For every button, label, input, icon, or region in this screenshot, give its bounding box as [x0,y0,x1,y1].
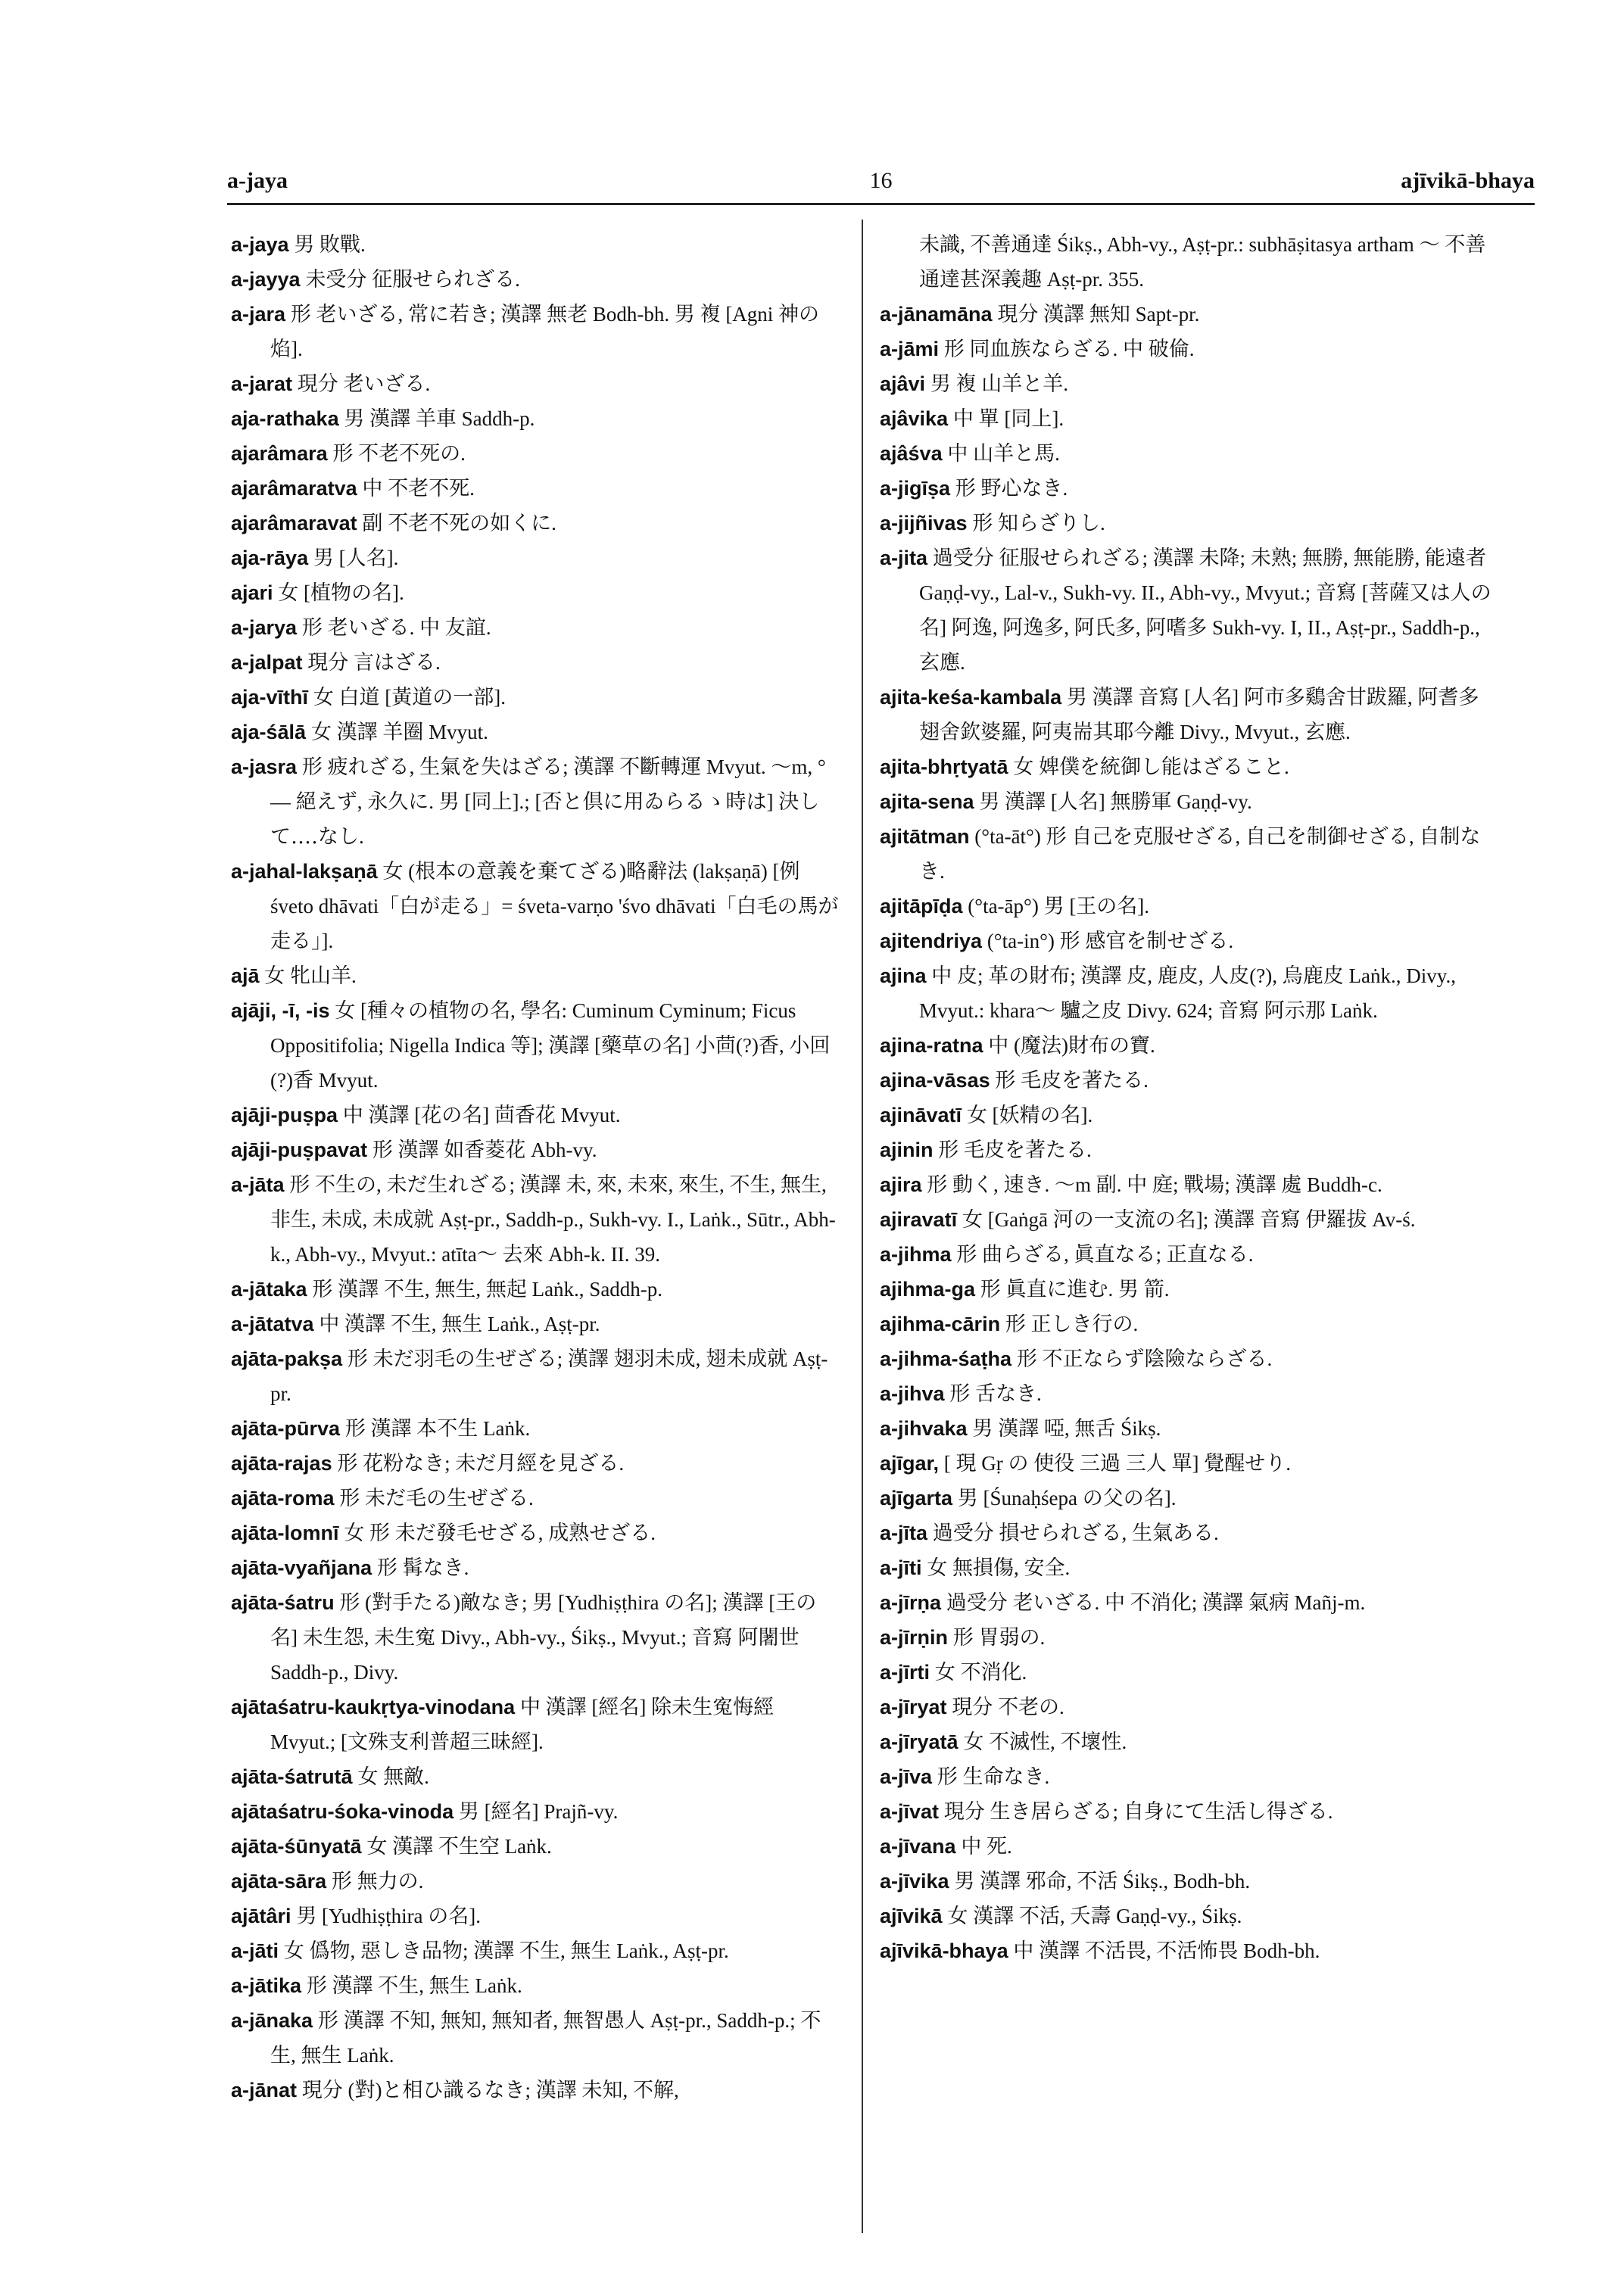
entry-headword: ajāta-roma [231,1487,335,1509]
entry-definition: 男 [Śunaḥśepa の父の名]. [957,1487,1177,1509]
entry-definition: 女 牝山羊. [264,964,357,987]
dictionary-entry [880,436,1492,471]
entry-definition: 形 胃弱の. [952,1626,1046,1649]
dictionary-entry [880,1794,1492,1829]
entry-headword: ajātaśatru-śoka-vinoda [231,1800,454,1823]
entry-definition: 形 毛皮を著たる. [995,1069,1149,1092]
dictionary-entry [231,436,843,471]
entry-headword: ajâvi [880,372,926,395]
entry-definition: 現分 生き居らざる; 自身にて生活し得ざる. [943,1800,1333,1823]
dictionary-entry [880,924,1492,958]
dictionary-entry [880,1446,1492,1481]
entry-definition: 形 生命なき. [937,1765,1050,1788]
entry-headword: ajā [231,964,260,987]
entry-definition: [ 現 Gṛ の 使役 三過 三人 單] 覺醒せり. [943,1452,1292,1475]
dictionary-entry [231,715,843,749]
entry-definition: 形 未だ毛の生ぜざる. [339,1487,534,1509]
page-header [227,168,1535,206]
entry-definition: 形 花粉なき; 未だ月經を見ざる. [337,1452,625,1475]
entry-definition: 女 漢譯 羊圈 Mvyut. [310,721,488,743]
dictionary-entry [880,1132,1492,1167]
dictionary-entry [231,1864,843,1899]
entry-headword: a-jāti [231,1939,279,1962]
entry-headword: a-jātaka [231,1278,307,1301]
header-rule [227,203,1535,205]
dictionary-entry [880,1655,1492,1690]
entry-headword: ajāta-śatru [231,1591,335,1614]
entry-definition: 女 婢僕を統御し能はざること. [1013,756,1289,778]
entry-definition: 形 (對手たる)敵なき; 男 [Yudhiṣṭhira の名]; 漢譯 [王の名] 未生怨, 未生寃 Divy., Abh-vy., Śikṣ., Mvyut.; 音寫 阿闍世 Saddh-p., Divy. [270,1591,817,1684]
entry-headword: a-jīti [880,1556,922,1579]
dictionary-entry [231,1098,843,1132]
dictionary-entry [231,1933,843,1968]
dictionary-entry [231,610,843,645]
entry-definition: 形 漢譯 不生, 無生, 無起 Laṅk., Saddh-p. [312,1278,663,1301]
entry-definition: 現分 老いざる. [297,372,431,395]
entry-definition: 形 舌なき. [949,1382,1042,1405]
entry-definition: 未識, 不善通達 Śikṣ., Abh-vy., Aṣṭ-pr.: subhāṣitasya artham 〜 不善通達甚深義趣 Aṣṭ-pr. 355. [919,233,1486,291]
entry-definition: 中 不老不死. [362,477,475,500]
dictionary-entry [231,1829,843,1864]
dictionary-entry [880,1550,1492,1585]
entry-definition: 男 [人名]. [313,547,399,569]
dictionary-entry [880,1028,1492,1063]
entry-headword: a-jīrṇin [880,1626,949,1649]
entry-definition: (°ta-in°) 形 感官を制せざる. [987,930,1234,952]
entry-definition: 現分 漢譯 無知 Sapt-pr. [997,303,1200,326]
entry-definition: 形 正しき行の. [1005,1313,1139,1335]
entry-headword: ajarâmaratva [231,477,357,500]
entry-definition: 中 漢譯 [經名] 除未生寃悔經 Mvyut.; [文殊支利普超三昧經]. [270,1696,775,1753]
dictionary-entry [231,1341,843,1411]
entry-headword: a-jihva [880,1382,945,1405]
entry-headword: ajarâmara [231,442,328,465]
entry-headword: aja-śālā [231,721,307,743]
entry-headword: a-jānamāna [880,303,993,326]
dictionary-entry [231,401,843,436]
entry-definition: 形 漢譯 如香菱花 Abh-vy. [372,1139,597,1161]
entry-definition: 女 不滅性, 不壞性. [963,1731,1127,1753]
dictionary-entry [231,227,843,262]
dictionary-entry [231,366,843,401]
entry-headword: a-jijñivas [880,512,968,534]
dictionary-entry [231,1167,843,1272]
entry-definition: 男 [Yudhiṣṭhira の名]. [296,1905,482,1927]
dictionary-entry [231,993,843,1098]
entry-headword: ajāji, -ī, -is [231,999,330,1022]
dictionary-entry [231,645,843,680]
entry-definition: 女 [Gaṅgā 河の一支流の名]; 漢譯 音寫 伊羅拔 Av-ś. [962,1208,1416,1231]
entry-headword: ajāta-lomnī [231,1522,339,1544]
dictionary-entry [880,366,1492,401]
entry-headword: ajātaśatru-kaukṛtya-vinodana [231,1696,516,1718]
dictionary-entry [880,1202,1492,1237]
dictionary-entry [880,680,1492,749]
dictionary-entry [880,1341,1492,1376]
entry-headword: ajinin [880,1139,934,1161]
dictionary-entry [880,1933,1492,1968]
dictionary-entry [880,1690,1492,1724]
entry-headword: ajari [231,581,273,604]
entry-headword: a-jarat [231,372,293,395]
dictionary-entry [231,471,843,506]
entry-headword: aja-vīthī [231,686,309,709]
entry-headword: a-jihma [880,1243,952,1266]
entry-definition: 女 僞物, 惡しき品物; 漢譯 不生, 無生 Laṅk., Aṣṭ-pr. [283,1939,729,1962]
entry-headword: ajâśva [880,442,943,465]
dictionary-entry [880,1098,1492,1132]
entry-definition: 男 漢譯 音寫 [人名] 阿市多鷄舍甘跋羅, 阿耆多翅舍欽婆羅, 阿夷耑其耶今離 Divy., Mvyut., 玄應. [919,686,1479,743]
dictionary-entry [880,1376,1492,1411]
dictionary-entry [880,1167,1492,1202]
entry-definition: 形 未だ羽毛の生ぜざる; 漢譯 翅羽未成, 翅未成就 Aṣṭ-pr. [270,1347,828,1405]
entry-headword: ajātâri [231,1905,291,1927]
dictionary-entry [880,1481,1492,1516]
entry-headword: ajīvikā [880,1905,943,1927]
dictionary-entry [231,297,843,366]
entry-definition: 男 漢譯 [人名] 無勝軍 Gaṇḍ-vy. [979,790,1252,813]
entry-definition: 形 老いざる, 常に若き; 漢譯 無老 Bodh-bh. 男 複 [Agni 神の焰]. [270,303,820,360]
dictionary-entry [231,1411,843,1446]
dictionary-entry [231,262,843,297]
entry-definition: 女 漢譯 不生空 Laṅk. [366,1835,552,1858]
dictionary-entry [880,227,1492,297]
entry-definition: 中 漢譯 不活畏, 不活怖畏 Bodh-bh. [1013,1939,1320,1962]
dictionary-entry [880,541,1492,680]
dictionary-entry [231,1759,843,1794]
entry-definition: 現分 不老の. [952,1696,1064,1718]
entry-headword: ajāji-puṣpa [231,1104,338,1126]
entry-definition: 女 [種々の植物の名, 學名: Cuminum Cyminum; Ficus Oppositifolia; Nigella Indica 等]; 漢譯 [藥草の名] 小茴(?)香, 小回(?)香 Mvyut. [270,999,831,1092]
entry-headword: ajihma-cārin [880,1313,1001,1335]
entry-headword: aja-rathaka [231,407,339,430]
header-right-guideword: ajīvikā-bhaya [1401,168,1535,193]
entry-definition: 形 髯なき. [376,1556,469,1579]
entry-headword: a-jihvaka [880,1417,968,1440]
dictionary-entry [231,854,843,958]
entry-headword: ajāji-puṣpavat [231,1139,368,1161]
entry-headword: a-jātika [231,1974,302,1997]
dictionary-entry [880,1864,1492,1899]
dictionary-entry [880,1307,1492,1341]
dictionary-entry [880,1516,1492,1550]
entry-headword: a-jīvika [880,1870,949,1893]
entry-definition: 男 敗戰. [294,233,366,256]
dictionary-entry [231,1794,843,1829]
entry-definition: 女 形 未だ發毛せざる, 成熟せざる. [344,1522,656,1544]
entry-definition: 過受分 損せられざる, 生氣ある. [932,1522,1219,1544]
dictionary-entry [231,2003,843,2073]
entry-definition: 男 複 山羊と羊. [930,372,1069,395]
dictionary-entry [880,1620,1492,1655]
entry-definition: 女 [植物の名]. [278,581,404,604]
entry-definition: 女 無損傷, 安全. [927,1556,1071,1579]
entry-headword: a-jīryat [880,1696,947,1718]
entry-definition: 形 曲らざる, 眞直なる; 正直なる. [956,1243,1254,1266]
entry-headword: a-jānat [231,2079,298,2101]
dictionary-entry [231,1968,843,2003]
header-left-guideword: a-jaya [227,168,288,193]
entry-headword: a-jāta [231,1173,285,1196]
entry-definition: 形 不生の, 未だ生れざる; 漢譯 未, 來, 未來, 來生, 不生, 無生, 非生, 未成, 未成就 Aṣṭ-pr., Saddh-p., Sukh-vy. I., Laṅk., Sūtr., Abh-k., Abh-vy., Mvyut.: atīta〜 去來 Abh-k. II. 39. [270,1173,836,1266]
entry-headword: ajitātman [880,825,970,848]
entry-headword: a-jalpat [231,651,303,674]
entry-headword: ajāta-vyañjana [231,1556,372,1579]
dictionary-entry [880,1585,1492,1620]
column-divider [862,220,863,2233]
dictionary-entry [231,575,843,610]
entry-definition: 女 漢譯 不活, 夭壽 Gaṇḍ-vy., Śikṣ. [947,1905,1242,1927]
entry-headword: ajira [880,1173,922,1196]
entry-headword: ajīvikā-bhaya [880,1939,1008,1962]
dictionary-entry [880,471,1492,506]
entry-headword: ajīgar, [880,1452,940,1475]
entry-definition: 女 不消化. [934,1661,1027,1684]
entry-headword: ajitāpīḍa [880,895,963,918]
entry-headword: ajīgarta [880,1487,953,1509]
entry-definition: 現分 (對)と相ひ識るなき; 漢譯 未知, 不解, [301,2079,679,2101]
entry-headword: a-jara [231,303,286,326]
entry-definition: 女 白道 [黃道の一部]. [313,686,507,709]
dictionary-entry [231,1690,843,1759]
entry-headword: ajāta-pakṣa [231,1347,343,1370]
entry-definition: 中 漢譯 不生, 無生 Laṅk., Aṣṭ-pr. [319,1313,600,1335]
dictionary-entry [880,819,1492,889]
entry-headword: ajāta-rajas [231,1452,332,1475]
dictionary-entry [231,749,843,854]
dictionary-entry [231,1307,843,1341]
entry-definition: 形 老いざる. 中 友誼. [301,616,491,639]
dictionary-entry [880,1899,1492,1933]
dictionary-entry [880,1272,1492,1307]
entry-definition: 男 漢譯 啞, 無舌 Śikṣ. [972,1417,1161,1440]
entry-definition: 形 眞直に進む. 男 箭. [980,1278,1170,1301]
dictionary-entry [880,1237,1492,1272]
entry-definition: 女 無敵. [357,1765,429,1788]
dictionary-entry [880,506,1492,541]
dictionary-entry [231,1516,843,1550]
dictionary-entry [231,1585,843,1690]
entry-definition: 中 死. [961,1835,1012,1858]
entry-headword: ajita-keśa-kambala [880,686,1062,709]
entry-definition: 形 不老不死の. [332,442,466,465]
entry-headword: ajina-vāsas [880,1069,990,1092]
entry-headword: aja-rāya [231,547,309,569]
left-column [231,227,843,2108]
entry-headword: ajāta-śūnyatā [231,1835,362,1858]
dictionary-entry [880,1724,1492,1759]
dictionary-entry [880,1411,1492,1446]
entry-definition: 未受分 征服せられざる. [305,268,520,291]
entry-headword: a-jīryatā [880,1731,959,1753]
entry-headword: ajita-bhṛtyatā [880,756,1008,778]
entry-definition: 形 同血族ならざる. 中 破倫. [943,338,1195,360]
entry-headword: a-jīvat [880,1800,940,1823]
dictionary-entry [880,889,1492,924]
entry-definition: 現分 言はざる. [307,651,441,674]
entry-definition: 過受分 征服せられざる; 漢譯 未降; 未熟; 無勝, 無能勝, 能遠者 Gaṇḍ-vy., Lal-v., Sukh-vy. II., Abh-vy., Mvyut.; 音寫 [菩薩又は人の名] 阿逸, 阿逸多, 阿氏多, 阿嗜多 Sukh-vy. I, II., Aṣṭ-pr., Saddh-p., 玄應. [919,547,1492,674]
entry-headword: ajitendriya [880,930,983,952]
entry-definition: (°ta-āt°) 形 自己を克服せざる, 自己を制御せざる, 自制なき. [919,825,1481,883]
entry-headword: a-jarya [231,616,298,639]
entry-definition: 形 漢譯 本不生 Laṅk. [344,1417,531,1440]
entry-headword: a-jigīṣa [880,477,951,500]
dictionary-entry [231,1446,843,1481]
entry-headword: ajināvatī [880,1104,962,1126]
entry-definition: 形 知らざりし. [972,512,1105,534]
entry-headword: ajina [880,964,927,987]
entry-headword: ajāta-sāra [231,1870,327,1893]
entry-definition: 形 無力の. [331,1870,424,1893]
dictionary-entry [231,1550,843,1585]
entry-definition: 過受分 老いざる. 中 不消化; 漢譯 氣病 Mañj-m. [946,1591,1366,1614]
entry-definition: 形 漢譯 不生, 無生 Laṅk. [306,1974,522,1997]
entry-definition: 副 不老不死の如くに. [362,512,556,534]
entry-definition: 男 [經名] Prajñ-vy. [458,1800,619,1823]
dictionary-entry [880,1759,1492,1794]
dictionary-entry [880,958,1492,1028]
entry-definition: (°ta-āp°) 男 [王の名]. [968,895,1150,918]
entry-headword: a-jihma-śaṭha [880,1347,1012,1370]
dictionary-entry [231,1899,843,1933]
entry-headword: a-jīrti [880,1661,930,1684]
entry-headword: a-jayya [231,268,301,291]
entry-headword: a-jīta [880,1522,928,1544]
entry-headword: a-jīrṇa [880,1591,942,1614]
dictionary-entry [231,1132,843,1167]
entry-definition: 中 漢譯 [花の名] 茴香花 Mvyut. [342,1104,621,1126]
dictionary-entry [231,680,843,715]
entry-headword: a-jaya [231,233,289,256]
entry-headword: ajiravatī [880,1208,958,1231]
entry-definition: 形 動く, 速き. 〜m 副. 中 庭; 戰場; 漢譯 處 Buddh-c. [927,1173,1382,1196]
dictionary-entry [231,506,843,541]
entry-definition: 中 單 [同上]. [952,407,1064,430]
entry-headword: ajihma-ga [880,1278,976,1301]
dictionary-entry [231,958,843,993]
dictionary-entry [880,749,1492,784]
entry-headword: a-jita [880,547,928,569]
entry-definition: 中 (魔法)財布の寶. [988,1034,1155,1057]
entry-definition: 中 皮; 革の財布; 漢譯 皮, 鹿皮, 人皮(?), 烏鹿皮 Laṅk., Divy., Mvyut.: khara〜 驢之皮 Divy. 624; 音寫 阿示那 Laṅk. [919,964,1456,1022]
entry-headword: a-jasra [231,756,298,778]
entry-definition: 形 野心なき. [955,477,1068,500]
entry-definition: 女 (根本の意義を棄てざる)略辭法 (lakṣaṇā) [例 śveto dhāvati「白が走る」= śveta-varṇo 'śvo dhāvati「白毛の馬が走る」]. [270,860,839,952]
entry-headword: a-jīvana [880,1835,956,1858]
dictionary-entry [231,2073,843,2108]
entry-headword: ajarâmaravat [231,512,357,534]
dictionary-entry [880,332,1492,366]
entry-definition: 女 [妖精の名]. [966,1104,1093,1126]
dictionary-entry [231,1272,843,1307]
right-column [880,227,1492,1968]
entry-headword: ajāta-pūrva [231,1417,341,1440]
entry-headword: a-jāmi [880,338,940,360]
entry-headword: a-jīva [880,1765,933,1788]
entry-definition: 男 漢譯 邪命, 不活 Śikṣ., Bodh-bh. [954,1870,1251,1893]
dictionary-entry [880,401,1492,436]
entry-headword: a-jātatva [231,1313,314,1335]
dictionary-entry [880,1829,1492,1864]
entry-definition: 中 山羊と馬. [947,442,1060,465]
dictionary-entry [231,541,843,575]
entry-headword: ajāta-śatrutā [231,1765,353,1788]
dictionary-entry [880,784,1492,819]
entry-headword: a-jānaka [231,2009,313,2032]
entry-headword: ajita-sena [880,790,974,813]
entry-definition: 形 毛皮を著たる. [938,1139,1092,1161]
entry-headword: ajina-ratna [880,1034,983,1057]
dictionary-entry [880,297,1492,332]
entry-definition: 形 不正ならず陰險ならざる. [1016,1347,1273,1370]
entry-definition: 男 漢譯 羊車 Saddh-p. [344,407,535,430]
entry-headword: ajâvika [880,407,949,430]
entry-definition: 形 疲れざる, 生氣を失はざる; 漢譯 不斷轉運 Mvyut. 〜m, °— 絕えず, 永久に. 男 [同上].; [否と倶に用ゐらるゝ時は] 決して‥‥なし. [270,756,826,848]
page-number: 16 [869,168,893,193]
dictionary-entry [231,1481,843,1516]
entry-definition: 形 漢譯 不知, 無知, 無知者, 無智愚人 Aṣṭ-pr., Saddh-p.; 不生, 無生 Laṅk. [270,2009,821,2067]
dictionary-entry [880,1063,1492,1098]
entry-headword: a-jahal-lakṣaṇā [231,860,378,883]
